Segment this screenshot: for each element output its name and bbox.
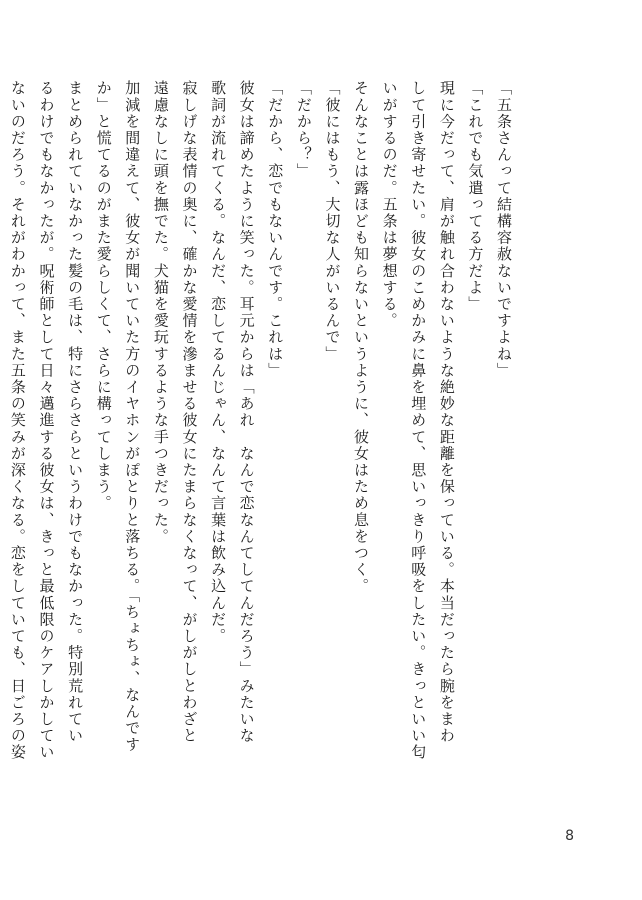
text-line: 「五条さんって結構容赦ないですよね」 [495, 80, 513, 379]
text-line: 歌詞が流れてくる。なんだ、恋してるんじゃん、なんて言葉は飲み込んだ。 [209, 80, 228, 645]
text-line: か」と慌てるのがまた愛らしくて、さらに構ってしまう。 [94, 80, 113, 512]
text-line: 彼女は諦めたように笑った。耳元からは「あれ なんで恋なんてしてんだろう」みたいな [237, 80, 256, 744]
text-line: 「彼にはもう、大切な人がいるんで」 [323, 80, 342, 363]
text-line: 「だから、恋でもないんです。これは」 [266, 80, 285, 379]
text-line: 「だから？」 [294, 80, 313, 180]
text-line: るわけでもなかったが。呪術師として日々邁進する彼女は、きっと最低限のケアしかしてい [37, 80, 56, 761]
text-line: 加減を間違えて、彼女が聞いていた方のイヤホンがぽとりと落ちる。「ちょちょ、なんです [123, 80, 142, 754]
text-line: 遠慮なしに頭を撫でた。犬猫を愛玩するような手つきだった。 [151, 80, 170, 545]
text-line: 現に今だって、肩が触れ合わないような絶妙な距離を保っている。本当だったら腕をまわ [437, 80, 456, 744]
vertical-body-text [8, 80, 518, 761]
text-line: 「これでも気遣ってる方だよ」 [466, 80, 485, 313]
text-line: いがするのだ。五条は夢想する。 [380, 80, 399, 329]
text-line: して引き寄せたい。彼女のこめかみに鼻を埋めて、思いっきり呼吸をしたい。きっといい匂 [409, 80, 428, 761]
text-line: そんなことは露ほども知らないというように、彼女はため息をつく。 [352, 80, 371, 595]
text-line: まとめられていなかった髪の毛は、特にさらさらというわけでもなかった。特別荒れてい [66, 80, 85, 744]
page-number: 8 [565, 828, 574, 844]
text-line: ないのだろう。それがわかって、また五条の笑みが深くなる。恋をしていても、日ごろの姿 [8, 80, 27, 761]
text-line: 寂しげな表情の奥に、確かな愛情を滲ませる彼女にたまらなくなって、がしがしとわざと [180, 80, 199, 744]
